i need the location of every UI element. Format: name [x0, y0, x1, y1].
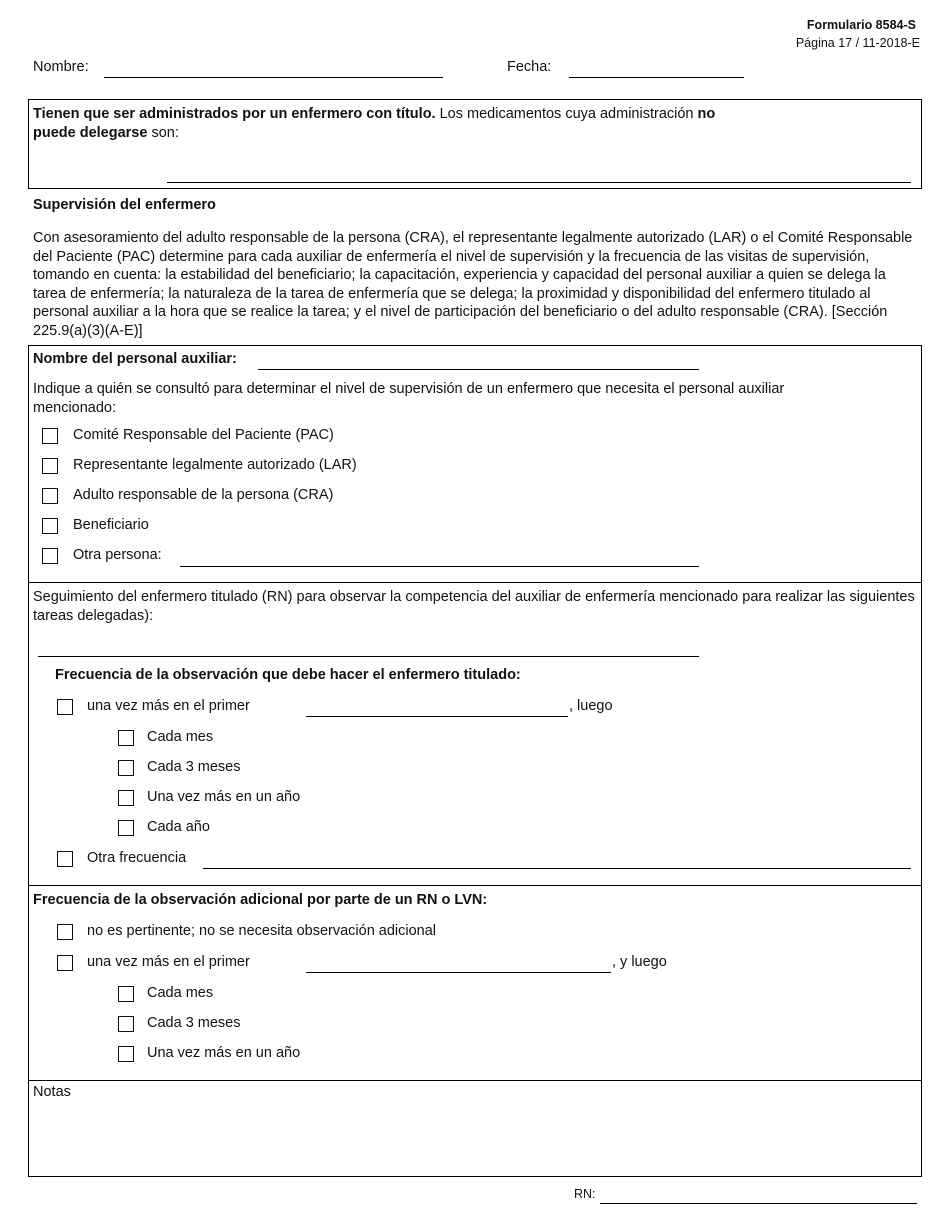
nurse-admin-bold-lead: Tienen que ser administrados por un enfermero con título.: [33, 106, 436, 122]
supervision-heading: Supervisión del enfermero: [33, 197, 216, 213]
aide-consulted-text: Indique a quién se consultó para determinar el nivel de supervisión de un enfermero que necesita el personal auxiliar mencionado:: [33, 381, 785, 416]
checkbox-rn-first[interactable]: [57, 699, 73, 715]
aide-name-label: Nombre del personal auxiliar:: [33, 351, 237, 367]
rn-3months-label: Cada 3 meses: [147, 759, 241, 775]
add-monthly-label: Cada mes: [147, 985, 214, 1001]
aide-name-field[interactable]: [258, 369, 699, 370]
followup-text: Seguimiento del enfermero titulado (RN) para observar la competencia del auxiliar de enfermería mencionado para realizar las siguientes tareas delegadas):: [33, 589, 915, 624]
otra-persona-field[interactable]: [180, 566, 699, 567]
freq-rn-heading: Frecuencia de la observación que debe hacer el enfermero titulado:: [55, 667, 521, 683]
checkbox-add-first[interactable]: [57, 955, 73, 971]
checkbox-rn-3months[interactable]: [118, 760, 134, 776]
checkbox-add-monthly[interactable]: [118, 986, 134, 1002]
checkbox-add-3months[interactable]: [118, 1016, 134, 1032]
nurse-admin-text: [33, 105, 793, 142]
rn-other-label: Otra frecuencia: [87, 850, 187, 866]
name-field[interactable]: [104, 77, 443, 78]
checkbox-rn-monthly[interactable]: [118, 730, 134, 746]
add-first-period-field[interactable]: [306, 972, 611, 973]
date-label: Fecha:: [507, 59, 552, 75]
add-3months-label: Cada 3 meses: [147, 1015, 241, 1031]
checkbox-rn-once-year[interactable]: [118, 790, 134, 806]
rn-signature-label: RN:: [574, 1187, 596, 1201]
nurse-admin-text-a: Los medicamentos cuya administración: [435, 106, 698, 122]
notes-label: Notas: [33, 1084, 71, 1100]
rn-monthly-label: Cada mes: [147, 729, 214, 745]
rn-first-label: una vez más en el primer: [87, 698, 250, 714]
add-first-label: una vez más en el primer: [87, 954, 250, 970]
supervision-paragraph: Con asesoramiento del adulto responsable de la persona (CRA), el representante legalmente autorizado (LAR) o el Comité Responsable del Paciente (PAC) determine para cada auxiliar de enfermería el nivel de supervisión y la frecuencia de las visitas de supervisión, tomando en cuenta: la estabilidad del beneficiario; la capacitación, experiencia y capacidad del personal auxiliar a quien se delega la tarea de enfermería; la naturaleza de la tarea de enfermería que se delega; la proximidad y disponibilidad del enfermero titulado al personal auxiliar a la hora que se realice la tarea; y el nivel de participación del beneficiario o del adulto responsable (CRA). [Sección 225.9(a)(3)(A-E)]: [33, 230, 913, 339]
delegated-tasks-field[interactable]: [38, 656, 699, 657]
additional-heading: Frecuencia de la observación adicional por parte de un RN o LVN:: [33, 892, 488, 908]
checkbox-cra[interactable]: [42, 488, 58, 504]
option-beneficiario-label: Beneficiario: [73, 517, 149, 533]
rn-first-period-field[interactable]: [306, 716, 568, 717]
checkbox-pac[interactable]: [42, 428, 58, 444]
option-cra-label: Adulto responsable de la persona (CRA): [73, 487, 334, 503]
rn-signature-field[interactable]: [600, 1203, 917, 1204]
add-not-applicable-label: no es pertinente; no se necesita observación adicional: [87, 923, 437, 939]
checkbox-add-not-applicable[interactable]: [57, 924, 73, 940]
option-otra-persona-label: Otra persona:: [73, 547, 162, 563]
nurse-admin-text-b: son:: [147, 124, 179, 141]
add-once-year-label: Una vez más en un año: [147, 1045, 301, 1061]
rn-first-suffix: , luego: [569, 698, 613, 714]
checkbox-beneficiario[interactable]: [42, 518, 58, 534]
nurse-admin-bold-no: no: [697, 106, 716, 122]
date-field[interactable]: [569, 77, 744, 78]
option-lar-label: Representante legalmente autorizado (LAR): [73, 457, 357, 473]
name-label: Nombre:: [33, 59, 89, 75]
checkbox-rn-yearly[interactable]: [118, 820, 134, 836]
checkbox-rn-other[interactable]: [57, 851, 73, 867]
checkbox-otra-persona[interactable]: [42, 548, 58, 564]
divider-followup: [28, 582, 922, 583]
medications-field[interactable]: [167, 182, 911, 183]
checkbox-lar[interactable]: [42, 458, 58, 474]
rn-other-field[interactable]: [203, 868, 911, 869]
rn-yearly-label: Cada año: [147, 819, 210, 835]
checkbox-add-once-year[interactable]: [118, 1046, 134, 1062]
notes-area[interactable]: [29, 1104, 921, 1176]
nurse-admin-bold-no-delegate: puede delegarse: [33, 124, 148, 141]
page-info: Página 17 / 11-2018-E: [795, 36, 920, 50]
form-number: Formulario 8584-S: [806, 18, 916, 32]
divider-notes: [28, 1080, 922, 1081]
rn-once-year-label: Una vez más en un año: [147, 789, 301, 805]
option-pac-label: Comité Responsable del Paciente (PAC): [73, 427, 334, 443]
add-first-suffix: , y luego: [612, 954, 667, 970]
divider-additional: [28, 885, 922, 886]
